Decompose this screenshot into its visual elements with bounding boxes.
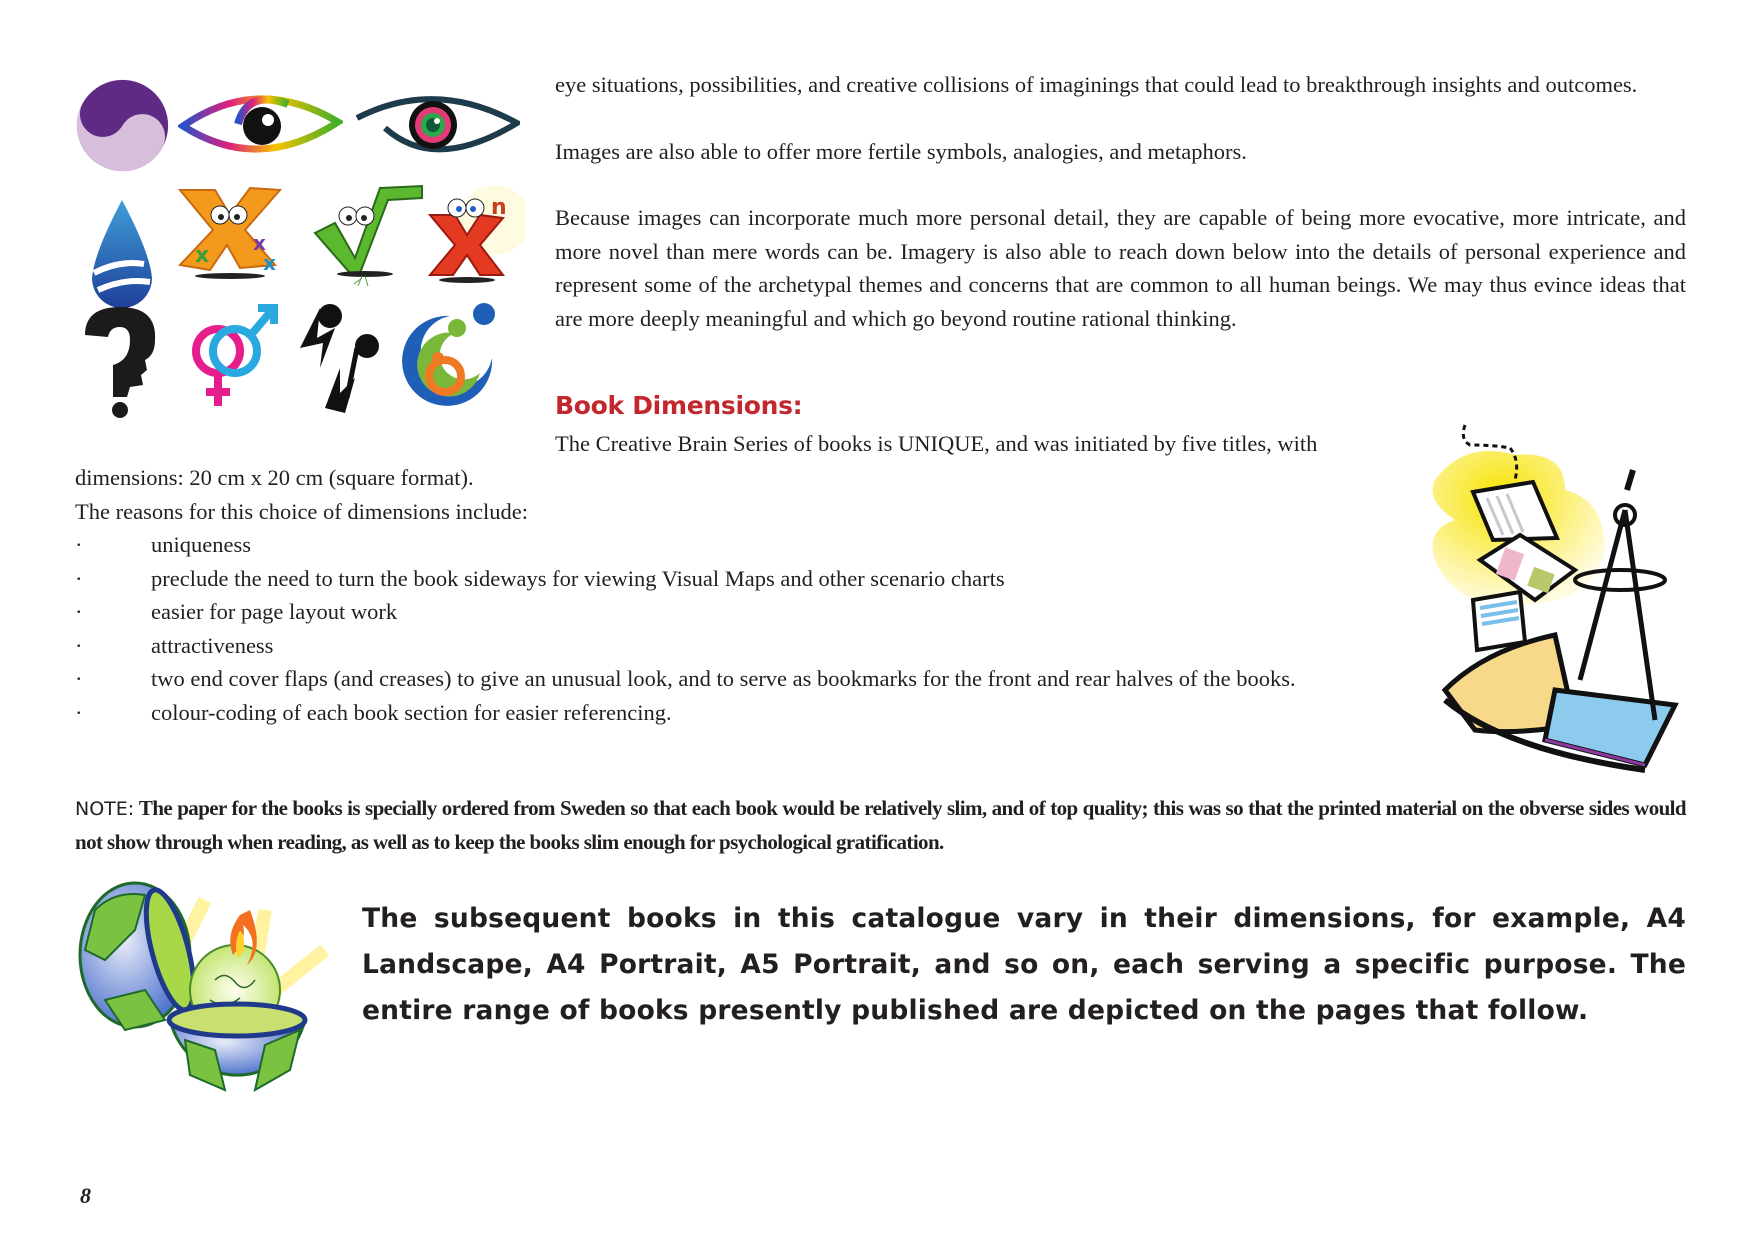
- bullet-dot: ·: [75, 599, 83, 624]
- list-item: · uniqueness: [75, 528, 1385, 562]
- gender-symbols-icon: [180, 296, 280, 416]
- rainbow-eye-icon: [178, 84, 343, 164]
- list-item: · preclude the need to turn the book sideways for viewing Visual Maps and other scenario charts: [75, 562, 1385, 596]
- list-item: · colour-coding of each book section for easier referencing.: [75, 696, 1385, 730]
- bullet-dot: ·: [75, 532, 83, 557]
- bullet-dot: ·: [75, 666, 83, 691]
- catalogue-callout: The subsequent books in this catalogue vary in their dimensions, for example, A4 Landscape, A4 Portrait, A5 Portrait, and so on, each serving a specific purpose. The entire range of books presently published are depicted on the pages that follow.: [362, 903, 1686, 1026]
- svg-text:x: x: [195, 243, 210, 268]
- bullet-dot: ·: [75, 565, 83, 591]
- intro-text: [555, 68, 1686, 335]
- intro-paragraph-3: Because images can incorporate much more personal detail, they are capable of being more evocative, more intricate, and more novel than mere words can be. Imagery is also able to reach down below into the details of personal experience and represent some of the archetypal themes and concerns that are common to all human beings. We may thus evince ideas that are more deeply meaningful and which go beyond routine rational thinking.: [555, 205, 1686, 331]
- bullet-dot: ·: [75, 699, 83, 725]
- water-drop-icon: [84, 198, 159, 313]
- svg-text:x: x: [253, 231, 266, 255]
- list-item: · two end cover flaps (and creases) to give an unusual look, and to serve as bookmarks for the front and rear halves of the books.: [75, 662, 1385, 696]
- globe-brain-illustration: [75, 870, 365, 1110]
- question-head-icon: [75, 305, 165, 420]
- intro-paragraph-1: eye situations, possibilities, and creative collisions of imaginings that could lead to breakthrough insights and outcomes.: [555, 72, 1638, 97]
- square-root-icon: [310, 178, 425, 288]
- reasons-intro-line: The reasons for this choice of dimensions include:: [75, 498, 529, 524]
- music-notes-icon: [295, 298, 390, 413]
- dimensions-intro-line: The Creative Brain Series of books is UNIQUE, and was initiated by five titles, with: [555, 431, 1318, 456]
- dark-eye-icon: [355, 88, 520, 163]
- cartoon-x-icon: [175, 180, 285, 280]
- bullet-dot: ·: [75, 632, 83, 658]
- note-label: NOTE:: [75, 798, 135, 820]
- symbol-icon-grid: [70, 70, 540, 430]
- family-circle-icon: [400, 298, 500, 408]
- dimensions-block: [75, 461, 1385, 729]
- flying-book-compass-illustration: [1405, 420, 1705, 790]
- dimensions-size-line: dimensions: 20 cm x 20 cm (square format).: [75, 465, 474, 490]
- svg-text:x: x: [263, 251, 276, 275]
- list-item: · attractiveness: [75, 629, 1385, 663]
- svg-text:n: n: [491, 195, 507, 220]
- reasons-list: [75, 528, 1385, 729]
- list-item: · easier for page layout work: [75, 595, 1385, 629]
- section-heading-book-dimensions: Book Dimensions:: [555, 391, 803, 420]
- page-number: 8: [80, 1183, 91, 1208]
- intro-paragraph-2: Images are also able to offer more fertile symbols, analogies, and metaphors.: [555, 138, 1247, 164]
- x-power-n-icon: [425, 180, 525, 285]
- yin-yang-icon: [75, 78, 170, 173]
- note-text: The paper for the books is specially ordered from Sweden so that each book would be relatively slim, and of top quality; this was so that the printed material on the obverse sides would not show through when reading, as well as to keep the books slim enough for psychological gratification.: [75, 796, 1686, 854]
- paper-note: [75, 792, 1686, 859]
